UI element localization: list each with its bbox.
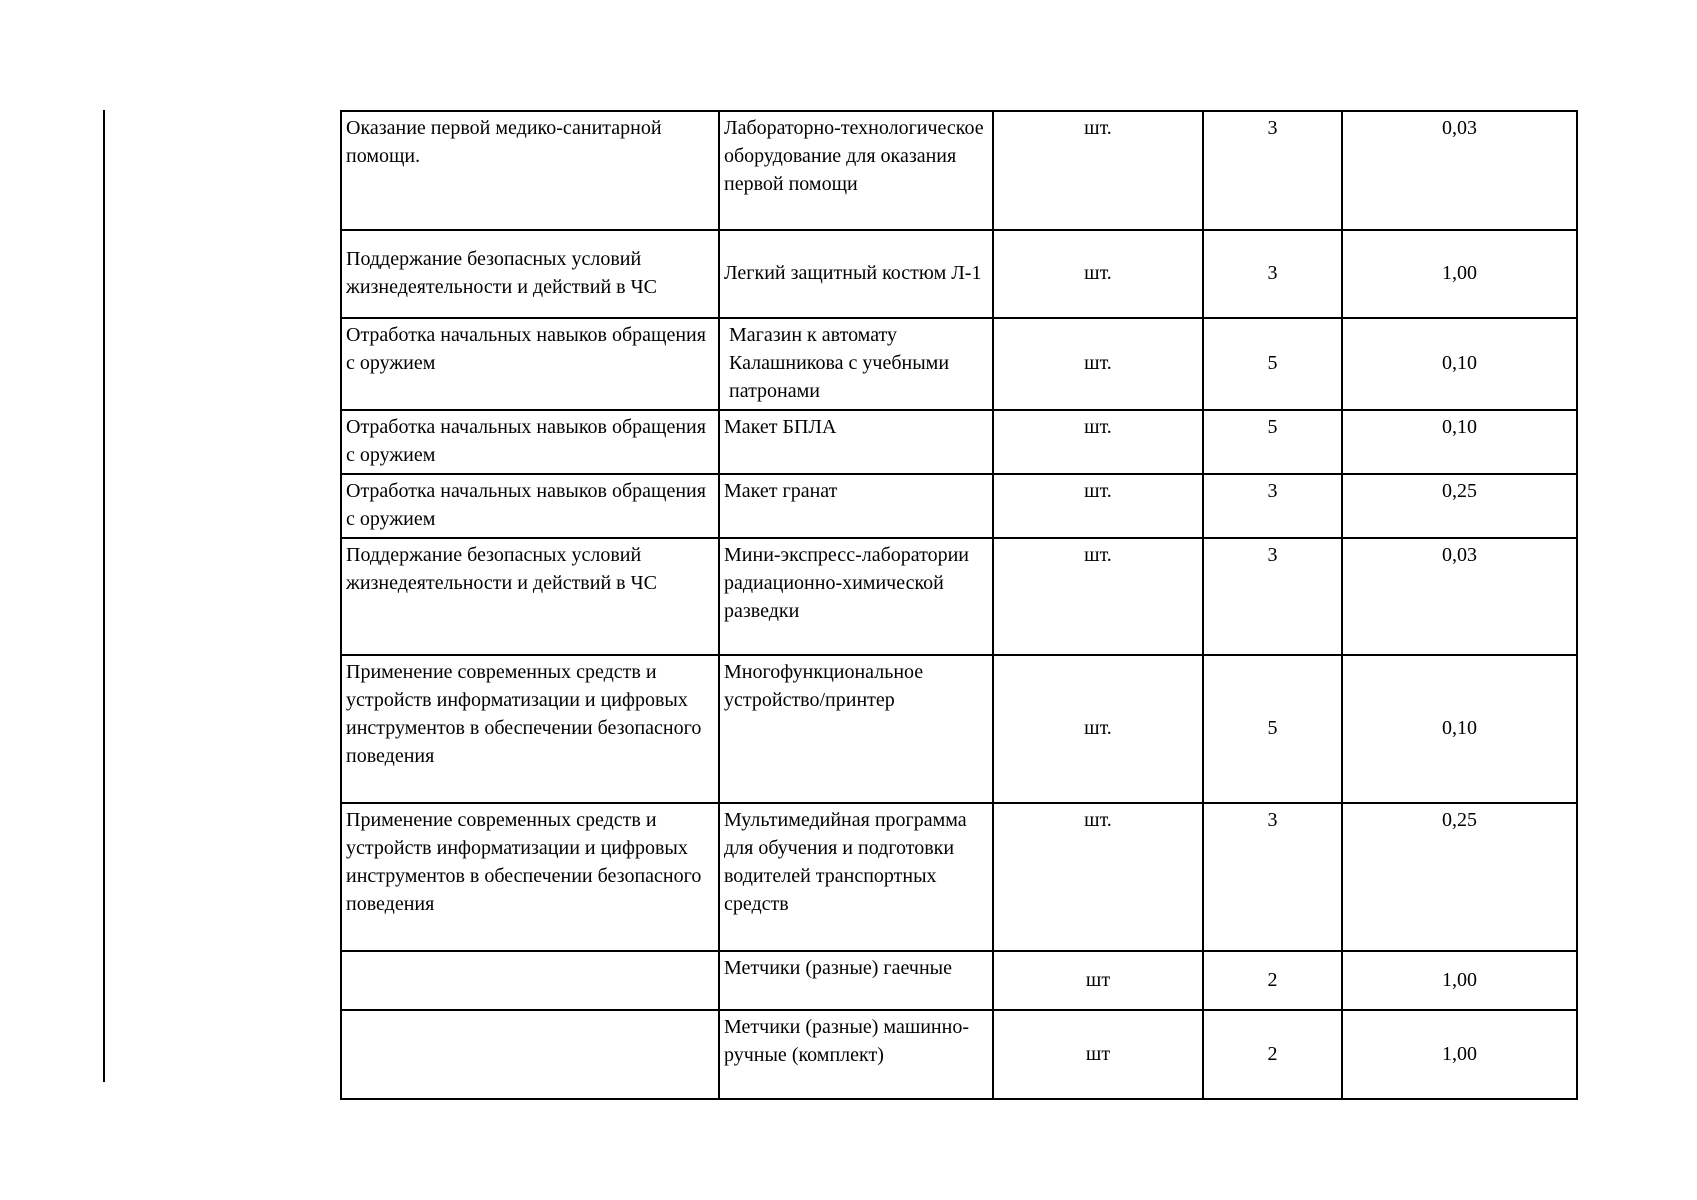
- table-row: [341, 230, 1577, 318]
- ratio-cell: 0,10: [1342, 318, 1577, 410]
- item-cell: Магазин к автомату Калашникова с учебными патронами: [719, 318, 993, 410]
- ratio-cell: 0,25: [1342, 474, 1577, 538]
- table-row: [341, 538, 1577, 655]
- quantity-cell: 3: [1203, 538, 1342, 655]
- quantity-cell: 5: [1203, 318, 1342, 410]
- table-row: [341, 803, 1577, 951]
- unit-cell: шт.: [993, 474, 1203, 538]
- table-row: [341, 111, 1577, 230]
- equipment-table: [340, 110, 1578, 1100]
- quantity-cell: 2: [1203, 1010, 1342, 1099]
- unit-cell: шт.: [993, 803, 1203, 951]
- item-cell: Мультимедийная программа для обучения и подготовки водителей транспортных средств: [719, 803, 993, 951]
- unit-cell: шт.: [993, 230, 1203, 318]
- unit-cell: шт.: [993, 655, 1203, 803]
- item-cell: Легкий защитный костюм Л-1: [719, 230, 993, 318]
- ratio-cell: 0,03: [1342, 538, 1577, 655]
- quantity-cell: 5: [1203, 655, 1342, 803]
- purpose-cell: Отработка начальных навыков обращения с оружием: [341, 474, 719, 538]
- item-cell: Макет гранат: [719, 474, 993, 538]
- ratio-cell: 1,00: [1342, 1010, 1577, 1099]
- table-row: [341, 1010, 1577, 1099]
- purpose-cell: Поддержание безопасных условий жизнедеятельности и действий в ЧС: [341, 538, 719, 655]
- item-cell: Макет БПЛА: [719, 410, 993, 474]
- quantity-cell: 5: [1203, 410, 1342, 474]
- table-row: [341, 951, 1577, 1010]
- ratio-cell: 0,25: [1342, 803, 1577, 951]
- quantity-cell: 3: [1203, 474, 1342, 538]
- ratio-cell: 0,10: [1342, 655, 1577, 803]
- purpose-cell: Оказание первой медико-санитарной помощи.: [341, 111, 719, 230]
- ratio-cell: 1,00: [1342, 951, 1577, 1010]
- quantity-cell: 2: [1203, 951, 1342, 1010]
- purpose-cell: Поддержание безопасных условий жизнедеятельности и действий в ЧС: [341, 230, 719, 318]
- item-cell: Лабораторно-технологическое оборудование для оказания первой помощи: [719, 111, 993, 230]
- ratio-cell: 1,00: [1342, 230, 1577, 318]
- unit-cell: шт.: [993, 318, 1203, 410]
- ratio-cell: 0,10: [1342, 410, 1577, 474]
- item-cell: Метчики (разные) машинно-ручные (комплект): [719, 1010, 993, 1099]
- unit-cell: шт: [993, 951, 1203, 1010]
- table-row: [341, 655, 1577, 803]
- purpose-cell: [341, 951, 719, 1010]
- unit-cell: шт: [993, 1010, 1203, 1099]
- table-row: [341, 474, 1577, 538]
- ratio-cell: 0,03: [1342, 111, 1577, 230]
- quantity-cell: 3: [1203, 230, 1342, 318]
- purpose-cell: Отработка начальных навыков обращения с оружием: [341, 410, 719, 474]
- quantity-cell: 3: [1203, 803, 1342, 951]
- unit-cell: шт.: [993, 410, 1203, 474]
- table-row: [341, 410, 1577, 474]
- unit-cell: шт.: [993, 538, 1203, 655]
- item-cell: Мини-экспресс-лаборатории радиационно-химической разведки: [719, 538, 993, 655]
- table-row: [341, 318, 1577, 410]
- quantity-cell: 3: [1203, 111, 1342, 230]
- purpose-cell: Применение современных средств и устройств информатизации и цифровых инструментов в обеспечении безопасного поведения: [341, 655, 719, 803]
- item-cell: Метчики (разные) гаечные: [719, 951, 993, 1010]
- purpose-cell: Отработка начальных навыков обращения с оружием: [341, 318, 719, 410]
- unit-cell: шт.: [993, 111, 1203, 230]
- purpose-cell: Применение современных средств и устройств информатизации и цифровых инструментов в обеспечении безопасного поведения: [341, 803, 719, 951]
- item-cell: Многофункциональное устройство/принтер: [719, 655, 993, 803]
- purpose-cell: [341, 1010, 719, 1099]
- left-margin-rule: [103, 110, 105, 1082]
